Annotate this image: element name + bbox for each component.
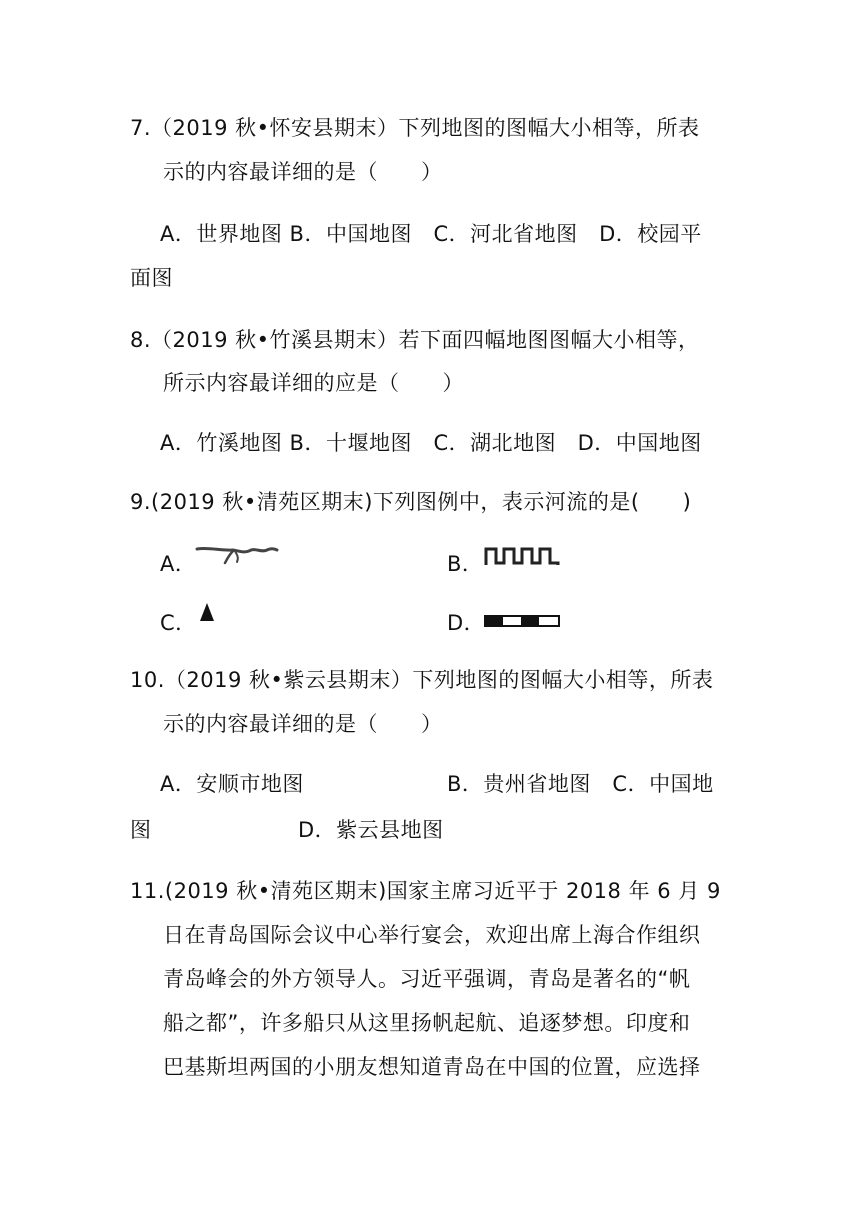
q7-stem-line1: 7.（2019 秋•怀安县期末）下列地图的图幅大小相等，所表: [130, 116, 700, 140]
q10-option-a: A．安顺市地图: [160, 772, 304, 796]
q9-option-b-label: B．: [447, 552, 484, 576]
q7-options-wrap: 面图: [130, 266, 173, 290]
q10-stem-line2: 示的内容最详细的是（ ）: [163, 712, 443, 736]
mountain-peak-icon: [197, 601, 217, 623]
q9-option-d-label: D．: [447, 611, 486, 635]
q8-stem-line1: 8.（2019 秋•竹溪县期末）若下面四幅地图图幅大小相等，: [130, 328, 700, 352]
q9-option-a-label: A．: [160, 552, 197, 576]
q9-option-c-label: C．: [160, 611, 197, 635]
q7-options: A．世界地图 B．中国地图 C．河北省地图 D．校园平: [160, 222, 702, 246]
q8-stem-line2: 所示内容最详细的应是（ ）: [163, 371, 464, 395]
q9-stem: 9.(2019 秋•清苑区期末)下列图例中，表示河流的是( ): [130, 490, 692, 514]
q11-stem-line4: 船之都”，许多船只从这里扬帆起航、追逐梦想。印度和: [163, 1011, 691, 1035]
q10-option-bc: B．贵州省地图 C．中国地: [447, 772, 714, 796]
q11-stem-line3: 青岛峰会的外方领导人。习近平强调，青岛是著名的“帆: [163, 967, 691, 991]
q11-stem-line5: 巴基斯坦两国的小朋友想知道青岛在中国的位置，应选择: [163, 1055, 701, 1079]
railway-symbol-icon: [484, 614, 560, 628]
q8-options: A．竹溪地图 B．十堰地图 C．湖北地图 D．中国地图: [160, 431, 702, 455]
q10-option-c-wrap: 图: [130, 818, 152, 842]
wall-symbol-icon: [484, 545, 562, 567]
q10-stem-line1: 10.（2019 秋•紫云县期末）下列地图的图幅大小相等，所表: [130, 668, 714, 692]
q10-option-d: D．紫云县地图: [298, 818, 444, 842]
q7-stem-line2: 示的内容最详细的是（ ）: [163, 160, 443, 184]
river-symbol-icon: [195, 543, 279, 567]
q11-stem-line2: 日在青岛国际会议中心举行宴会，欢迎出席上海合作组织: [163, 923, 701, 947]
q11-stem-line1: 11.(2019 秋•清苑区期末)国家主席习近平于 2018 年 6 月 9: [130, 879, 721, 903]
